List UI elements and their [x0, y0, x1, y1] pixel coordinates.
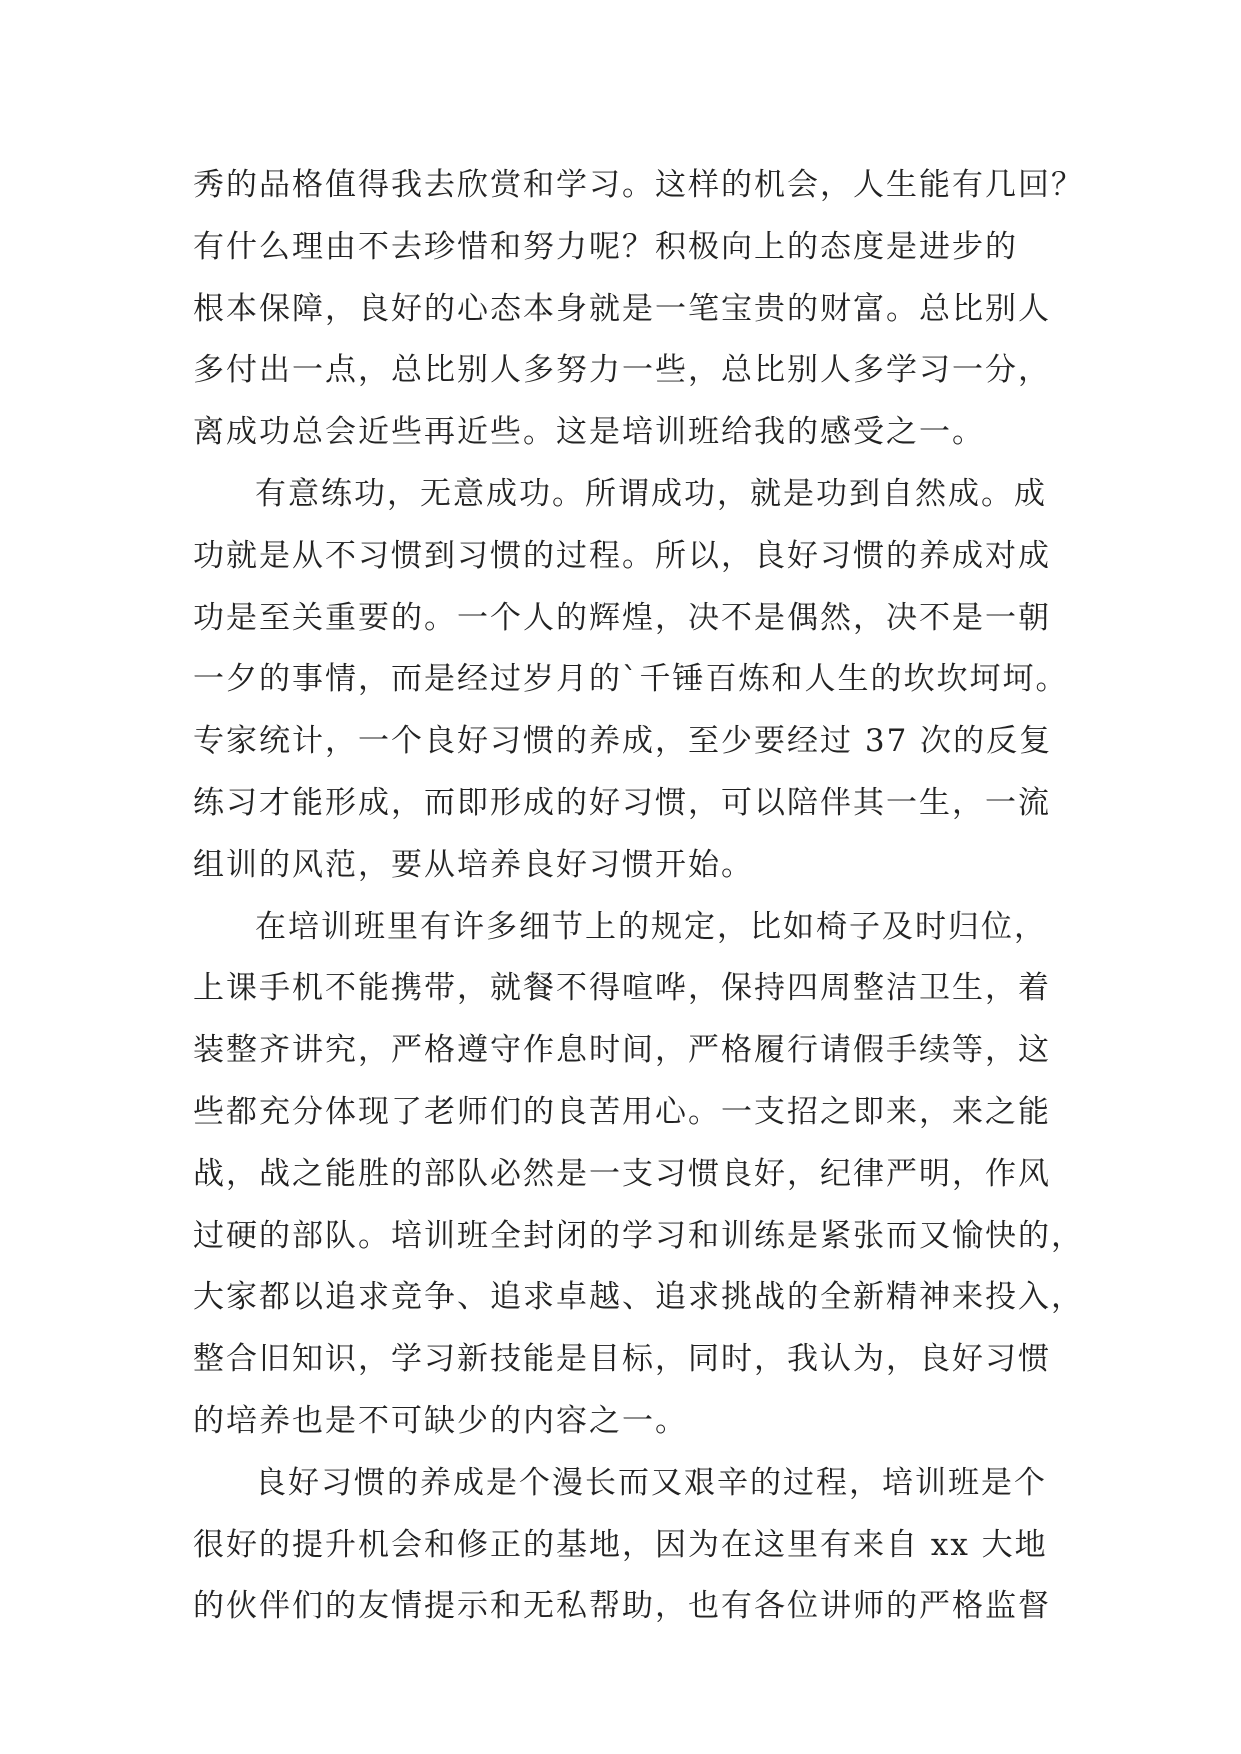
document-body [193, 155, 1084, 1638]
text-line: 组训的风范，要从培养良好习惯开始。 [193, 846, 754, 883]
text-line: 专家统计，一个良好习惯的养成，至少要经过 37 次的反复 [193, 723, 1053, 760]
text-line: 一夕的事情，而是经过岁月的`千锤百炼和人生的坎坎坷坷。 [193, 661, 1069, 698]
text-line: 有意练功，无意成功。所谓成功，就是功到自然成。成 [255, 475, 1047, 512]
text-line: 秀的品格值得我去欣赏和学习。这样的机会，人生能有几回？ [193, 167, 1084, 203]
text-line: 装整齐讲究，严格遵守作息时间，严格履行请假手续等，这 [193, 1032, 1051, 1069]
text-line: 的伙伴们的友情提示和无私帮助，也有各位讲师的严格监督 [193, 1588, 1051, 1625]
text-line: 有什么理由不去珍惜和努力呢？积极向上的态度是进步的 [193, 228, 1018, 265]
text-line: 多付出一点，总比别人多努力一些，总比别人多学习一分， [193, 352, 1051, 389]
paragraph-4 [193, 1453, 1053, 1638]
text-line: 良好习惯的养成是个漫长而又艰辛的过程，培训班是个 [255, 1464, 1047, 1501]
text-line: 功是至关重要的。一个人的辉煌，决不是偶然，决不是一朝 [193, 599, 1051, 636]
text-line: 在培训班里有许多细节上的规定，比如椅子及时归位， [255, 908, 1047, 945]
paragraph-3 [193, 897, 1084, 1453]
text-line: 根本保障，良好的心态本身就是一笔宝贵的财富。总比别人 [193, 290, 1051, 327]
text-line: 上课手机不能携带，就餐不得喧哗，保持四周整洁卫生，着 [193, 970, 1051, 1007]
paragraph-1 [193, 155, 1084, 464]
paragraph-2 [193, 464, 1069, 897]
text-line: 的培养也是不可缺少的内容之一。 [193, 1402, 688, 1439]
text-line: 战，战之能胜的部队必然是一支习惯良好，纪律严明，作风 [193, 1155, 1051, 1192]
text-line: 整合旧知识，学习新技能是目标，同时，我认为，良好习惯 [193, 1341, 1051, 1378]
text-line: 过硬的部队。培训班全封闭的学习和训练是紧张而又愉快的， [193, 1217, 1084, 1254]
text-line: 很好的提升机会和修正的基地，因为在这里有来自 xx 大地 [193, 1526, 1048, 1563]
text-line: 离成功总会近些再近些。这是培训班给我的感受之一。 [193, 414, 985, 451]
text-line: 功就是从不习惯到习惯的过程。所以，良好习惯的养成对成 [193, 537, 1051, 574]
text-line: 大家都以追求竞争、追求卓越、追求挑战的全新精神来投入， [193, 1279, 1084, 1316]
text-line: 些都充分体现了老师们的良苦用心。一支招之即来，来之能 [193, 1093, 1051, 1130]
text-line: 练习才能形成，而即形成的好习惯，可以陪伴其一生，一流 [193, 784, 1051, 821]
